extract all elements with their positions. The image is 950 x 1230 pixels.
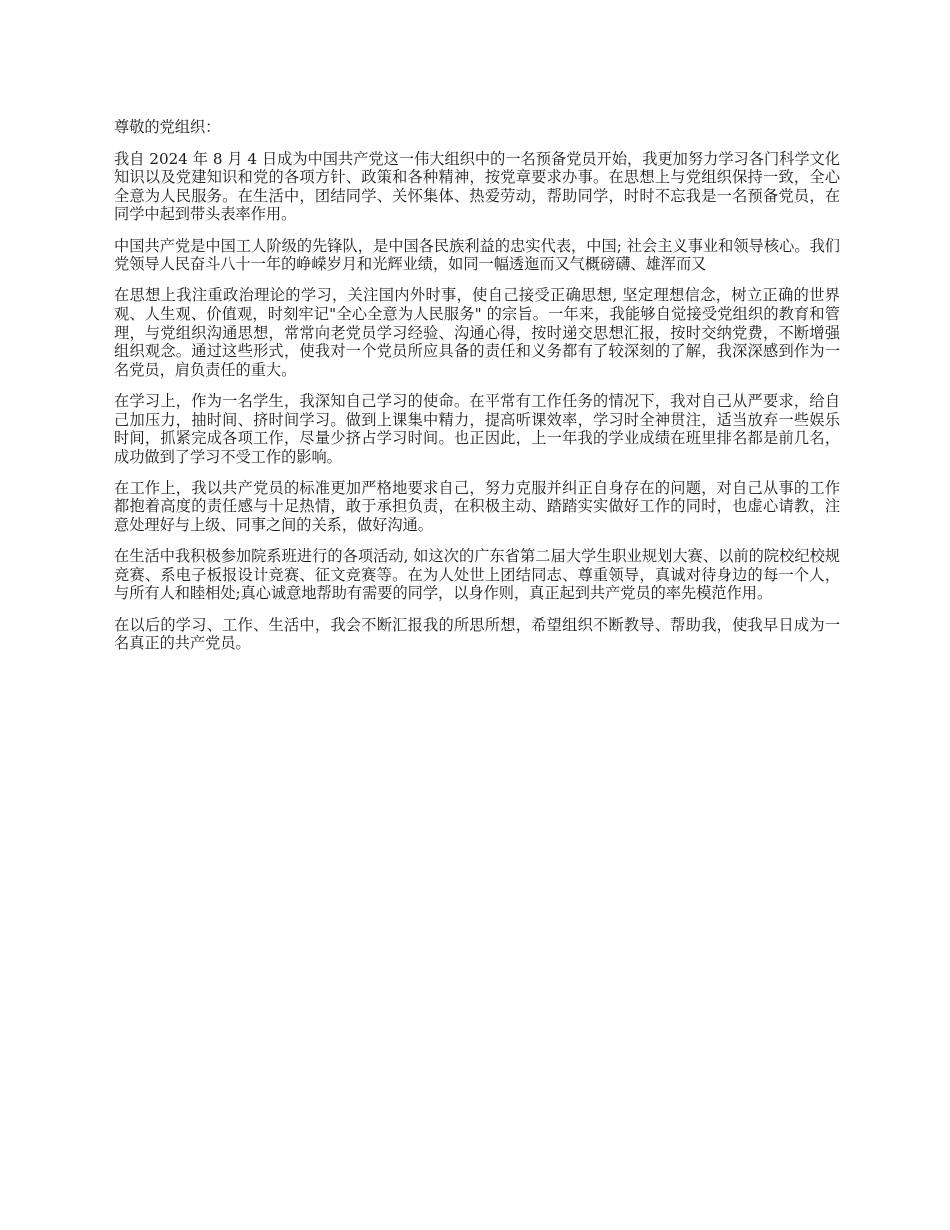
paragraph-6: 在生活中我积极参加院系班进行的各项活动, 如这次的广东省第二届大学生职业规划大赛、以前的院校纪校规竞赛、系电子板报设计竞赛、征文竞赛等。在为人处世上团结同志、尊重领导，真诚对待身边的每一个人，与所有人和睦相处;真心诚意地帮助有需要的同学，以身作则，真正起到共产党员的率先模范作用。 <box>114 547 840 603</box>
salutation: 尊敬的党组织： <box>114 118 221 136</box>
paragraph-1: 我自 2024 年 8 月 4 日成为中国共产党这一伟大组织中的一名预备党员开始，我更加努力学习各门科学文化知识以及党建知识和党的各项方针、政策和各种精神，按党章要求办事。在思想上与党组织保持一致，全心全意为人民服务。在生活中，团结同学、关怀集体、热爱劳动，帮助同学，时时不忘我是一名预备党员，在同学中起到带头表率作用。 <box>114 149 840 224</box>
paragraph-4: 在学习上，作为一名学生，我深知自己学习的使命。在平常有工作任务的情况下，我对自己从严要求，给自己加压力，抽时间、挤时间学习。做到上课集中精力，提高听课效率，学习时全神贯注，适当放弃一些娱乐时间，抓紧完成各项工作，尽量少挤占学习时间。也正因此，上一年我的学业成绩在班里排名都是前几名，成功做到了学习不受工作的影响。 <box>114 391 840 466</box>
paragraph-7: 在以后的学习、工作、生活中，我会不断汇报我的所思所想，希望组织不断教导、帮助我，使我早日成为一名真正的共产党员。 <box>114 615 840 653</box>
paragraph-2: 中国共产党是中国工人阶级的先锋队，是中国各民族利益的忠实代表，中国; 社会主义事业和领导核心。我们党领导人民奋斗八十一年的峥嵘岁月和光辉业绩，如同一幅透迤而又气概磅礴、雄浑而又 <box>114 236 840 274</box>
paragraph-3: 在思想上我注重政治理论的学习，关注国内外时事，使自己接受正确思想, 坚定理想信念，树立正确的世界观、人生观、价值观，时刻牢记"全心全意为人民服务" 的宗旨。一年来，我能够自觉接受党组织的教育和管理，与党组织沟通思想，常常向老党员学习经验、沟通心得，按时递交思想汇报，按时交纳党费，不断增强组织观念。通过这些形式，使我对一个党员所应具备的责任和义务都有了较深刻的了解，我深深感到作为一名党员，肩负责任的重大。 <box>114 286 840 379</box>
paragraph-5: 在工作上，我以共产党员的标准更加严格地要求自己，努力克服并纠正自身存在的问题，对自己从事的工作都抱着高度的责任感与十足热情，敢于承担负责，在积极主动、踏踏实实做好工作的同时，也虚心请教，注意处理好与上级、同事之间的关系，做好沟通。 <box>114 478 840 535</box>
document-body <box>114 118 840 665</box>
